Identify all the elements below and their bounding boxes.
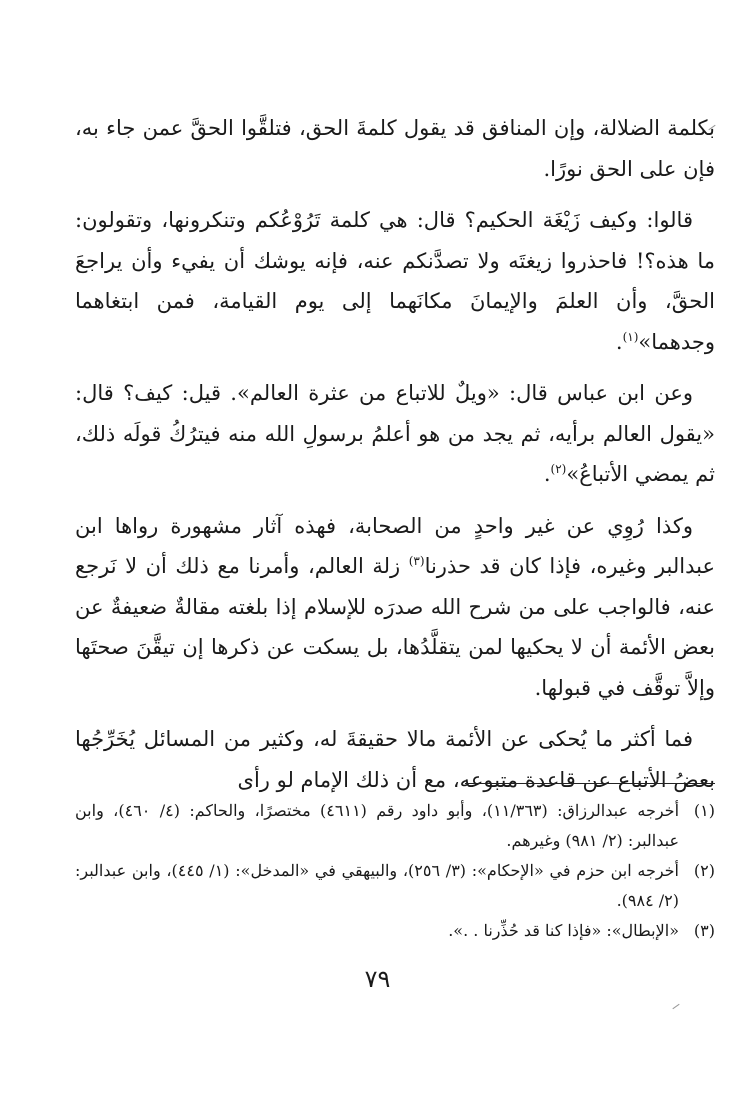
paragraph-3: وعن ابن عباس قال: «ويلٌ للاتباع من عثرة العالم». قيل: كيف؟ قال: «يقول العالم برأيه، ثم يجد من هو أعلمُ برسولِ الله منه فيترُكُ قولَه ذلك، ثم يمضي الأتباعُ»$^{(٢)}$. xyxy=(75,381,715,486)
footnote-2 xyxy=(75,856,715,916)
footnote-1 xyxy=(75,796,715,856)
footnote-text: أخرجه ابن حزم في «الإحكام»: (٣/ ٢٥٦)، والبيهقي في «المدخل»: (١/ ٤٤٥)، وابن عبدالبر: (٢/ ٩٨٤). xyxy=(75,861,679,910)
footnote-ref-2[interactable]: (٢) xyxy=(550,462,567,476)
page-number: ٧٩ xyxy=(364,965,391,993)
footnote-ref-1[interactable]: (١) xyxy=(622,329,639,344)
footnote-text: أخرجه عبدالرزاق: (١١/٣٦٣)، وأبو داود رقم (٤٦١١) مختصرًا، والحاكم: (٤/ ٤٦٠)، وابن عبدالبر: (٢/ ٩٨١) وغيرهم. xyxy=(75,801,680,850)
footnote-number: (٢) xyxy=(693,861,715,880)
scan-speck xyxy=(672,1004,679,1009)
footnote-3 xyxy=(75,916,715,946)
main-text xyxy=(75,108,715,800)
paragraph-5: فما أكثر ما يُحكى عن الأئمة مالا حقيقةَ له، وكثير من المسائل يُخَرِّجُها بعضُ الأتباع عن قاعدة متبوعه، مع أن ذلك الإمام لو رأى xyxy=(75,727,715,792)
paragraph-4: وكذا رُوِي عن غير واحدٍ من الصحابة، فهذه آثار مشهورة رواها ابن عبدالبر وغيره، فإذا كان قد حذرنا$^{(٣)}$ زلة العالم، وأمرنا مع ذلك أن لا نَرجع عنه، فالواجب على من شرح الله صدرَه للإسلام إذا بلغته مقالةٌ ضعيفةٌ عن بعض الأئمة أن لا يحكيها لمن يتقلَّدُها، بل يسكت عن ذكرها إن تيقَّنَ صحتَها وإلاَّ توقَّف في قبولها. xyxy=(75,513,715,700)
footnotes xyxy=(75,796,715,946)
footnote-text: «الإبطال»: «فإذا كنا قد حُذِّرنا . .». xyxy=(448,921,679,940)
paragraph-2: قالوا: وكيف زَيْغَة الحكيم؟ قال: هي كلمة تَرُوْعُكم وتنكرونها، وتقولون: ما هذه؟! فاحذروا زيغتَه ولا تصدَّنكم عنه، فإنه يوشك أن يفيء وأن يراجعَ الحقَّ، وأن العلمَ والإيمانَ مكانَهما إلى يوم القيامة، فمن ابتغاهما وجدهما»$^{(١)}$. xyxy=(75,208,715,354)
footnote-divider xyxy=(465,783,715,784)
footnote-number: (٣) xyxy=(693,921,715,940)
footnote-number: (١) xyxy=(693,801,715,820)
footnote-ref-3[interactable]: (٣) xyxy=(408,554,425,568)
paragraph-1: بكلمة الضلالة، وإن المنافق قد يقول كلمةَ الحق، فتلقَّوا الحقَّ عمن جاء به، فإن على الحق نورًا. xyxy=(75,116,715,181)
